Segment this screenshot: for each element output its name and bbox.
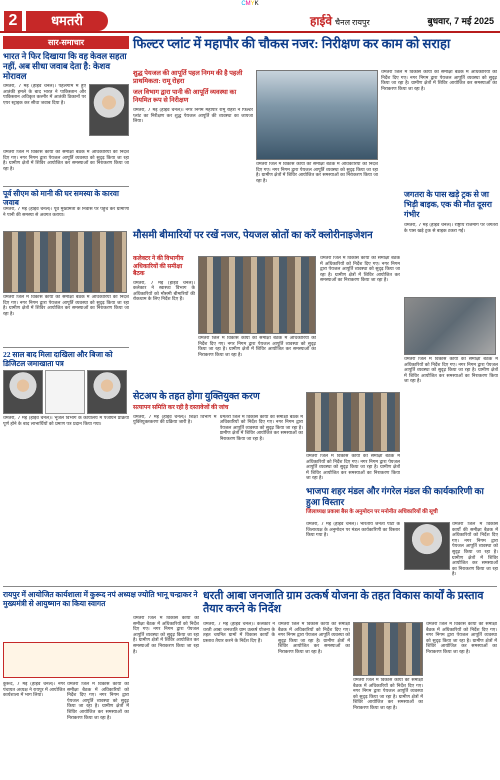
story1-text-cont: धमतरी जिले में विकास कार्यों की समीक्षा बैठक में अधिकारियों को निर्देश दिए गए। नगर निगम द्वारा पेयजल आपूर्ति व्यवस्था को सुदृढ़ किया जा रहा है। ग्रामीण क्षेत्रों में शिविर आयोजित कर समस्याओं का निराकरण किया जा रहा है। <box>3 150 129 172</box>
accident-headline: जगतरा के पास खड़े ट्रक से जा भिड़ी बाइक, एक की मौत दूसरा गंभीर <box>404 190 492 219</box>
story3-text: धमतरी, 7 मई (हाईवे चैनल)। भूजल विभाग के कार्यालय में पंजीयन प्रक्रिया पूर्ण होने के बाद लाभार्थियों को प्रमाण पत्र प्रदान किया गया। <box>3 416 129 427</box>
story3-headline: 22 साल बाद मिला दाखिला और बिजा को डिजिटल जमाखाता पत्र <box>3 350 113 368</box>
advertisement <box>3 642 129 678</box>
top-story-subhead-1: शुद्ध पेयजल की आपूर्ति पहल निगम की है पहली प्राथमिकता: रामू रोहरा <box>133 70 243 85</box>
setup-photo <box>306 392 400 452</box>
bjp-text-col2: धमतरी जिले में विकास कार्यों की समीक्षा बैठक में अधिकारियों को निर्देश दिए गए। नगर निगम द्वारा पेयजल आपूर्ति व्यवस्था को सुदृढ़ किया जा रहा है। ग्रामीण क्षेत्रों में शिविर आयोजित कर समस्याओं का निराकरण किया जा रहा है। <box>452 522 498 578</box>
accident-text: धमतरी, 7 मई (हाईवे चैनल)। राष्ट्रीय राजमार्ग पर जगतरा के पास खड़े ट्रक से बाइक टकरा गई। <box>404 223 498 234</box>
dharti-aba-text-col3: धमतरी जिले में विकास कार्यों की समीक्षा बैठक में अधिकारियों को निर्देश दिए गए। नगर निगम द्वारा पेयजल आपूर्ति व्यवस्था को सुदृढ़ किया जा रहा है। ग्रामीण क्षेत्रों में शिविर आयोजित कर समस्याओं का निराकरण किया जा रहा है। <box>353 678 423 711</box>
bjp-portrait <box>404 522 450 570</box>
top-story-text: धमतरी, 7 मई (हाईवे चैनल)। नगर निगम महापौर रामू रोहरा ने फिल्टर प्लांट का निरीक्षण कर शुद्ध पेयजल आपूर्ति की व्यवस्था का जायजा लिया। <box>133 108 253 125</box>
top-story-text-cont: धमतरी जिले में विकास कार्यों की समीक्षा बैठक में अधिकारियों को निर्देश दिए गए। नगर निगम द्वारा पेयजल आपूर्ति व्यवस्था को सुदृढ़ किया जा रहा है। ग्रामीण क्षेत्रों में शिविर आयोजित कर समस्याओं का निराकरण किया जा रहा है। <box>256 162 378 184</box>
story1-headline: भारत ने फिर दिखाया कि वह केवल सहता नहीं, अब सीधा जवाब देता है: केशव मोरावल <box>3 51 127 81</box>
bjp-headline: भाजपा शहर मंडल और गंगरेल मंडल की कार्यकारिणी का हुआ विस्तार <box>306 486 484 507</box>
section-tag: सार-समाचार <box>3 36 129 49</box>
setup-text-col3: धमतरी जिले में विकास कार्यों की समीक्षा बैठक में अधिकारियों को निर्देश दिए गए। नगर निगम द्वारा पेयजल आपूर्ति व्यवस्था को सुदृढ़ किया जा रहा है। ग्रामीण क्षेत्रों में शिविर आयोजित कर समस्याओं का निराकरण किया जा रहा है। <box>306 454 400 482</box>
story2-headline: पूर्व सीएम को मानी की घर समस्या के कारवा जवाब <box>3 189 119 207</box>
setup-headline: सेटअप के तहत होगा युक्तियुक्त करण <box>133 392 260 402</box>
top-story-text-col3: धमतरी जिले में विकास कार्यों की समीक्षा बैठक में अधिकारियों को निर्देश दिए गए। नगर निगम द्वारा पेयजल आपूर्ति व्यवस्था को सुदृढ़ किया जा रहा है। ग्रामीण क्षेत्रों में शिविर आयोजित कर समस्याओं का निराकरण किया जा रहा है। <box>381 70 497 92</box>
masthead <box>0 9 500 33</box>
story3-photo-2 <box>45 370 85 414</box>
setup-subhead: सत्यापन समिति कर रही है दस्तावेजों की जांच <box>133 405 229 411</box>
kurud-text-col3: धमतरी जिले में विकास कार्यों की समीक्षा बैठक में अधिकारियों को निर्देश दिए गए। नगर निगम द्वारा पेयजल आपूर्ति व्यवस्था को सुदृढ़ किया जा रहा है। ग्रामीण क्षेत्रों में शिविर आयोजित कर समस्याओं का निराकरण किया जा रहा है। <box>133 616 199 655</box>
kurud-text: कुरूद, 7 मई (हाईवे चैनल)। नगर पंचायत अध्यक्ष ने रायपुर में आयोजित कार्यशाला में भाग लिया। <box>3 682 65 699</box>
page-number: 2 <box>4 11 22 31</box>
top-story <box>133 36 497 51</box>
dharti-aba-headline: धरती आबा जनजाति ग्राम उत्कर्ष योजना के तहत विकास कार्यों के प्रस्ताव तैयार करने के निर्देश <box>203 590 484 615</box>
section-title: धमतरी <box>26 11 108 31</box>
story2-text-cont: धमतरी जिले में विकास कार्यों की समीक्षा बैठक में अधिकारियों को निर्देश दिए गए। नगर निगम द्वारा पेयजल आपूर्ति व्यवस्था को सुदृढ़ किया जा रहा है। ग्रामीण क्षेत्रों में शिविर आयोजित कर समस्याओं का निराकरण किया जा रहा है। <box>3 295 129 317</box>
review-text-col3: धमतरी जिले में विकास कार्यों की समीक्षा बैठक में अधिकारियों को निर्देश दिए गए। नगर निगम द्वारा पेयजल आपूर्ति व्यवस्था को सुदृढ़ किया जा रहा है। ग्रामीण क्षेत्रों में शिविर आयोजित कर समस्याओं का निराकरण किया जा रहा है। <box>320 256 400 284</box>
dharti-aba-photo <box>353 622 423 676</box>
left-column <box>3 36 129 576</box>
issue-date: बुधवार, 7 मई 2025 <box>427 16 494 26</box>
review-photo <box>198 256 316 334</box>
story3-photo-3 <box>87 370 127 414</box>
story2-text: धमतरी, 7 मई (हाईवे चैनल)। पूर्व मुख्यमंत्री के निवास पर पहुंच कर ग्रामीणों ने पानी की समस्या से अवगत कराया। <box>3 207 129 218</box>
story3-photo-1 <box>3 370 43 414</box>
top-story-subhead-2: जल विभाग द्वारा पानी की आपूर्ति व्यवस्था का नियमित रूप से निरीक्षण <box>133 89 237 104</box>
review-text-cont: धमतरी जिले में विकास कार्यों की समीक्षा बैठक में अधिकारियों को निर्देश दिए गए। नगर निगम द्वारा पेयजल आपूर्ति व्यवस्था को सुदृढ़ किया जा रहा है। ग्रामीण क्षेत्रों में शिविर आयोजित कर समस्याओं का निराकरण किया जा रहा है। <box>198 336 316 358</box>
review-text: धमतरी, 7 मई (हाईवे चैनल)। कलेक्टर ने स्वास्थ्य विभाग के अधिकारियों को मौसमी बीमारियों की रोकथाम के लिए निर्देश दिए हैं। <box>133 280 195 303</box>
color-registration-bar: CMYK <box>241 1 259 7</box>
story2-photo <box>3 231 127 293</box>
kurud-headline: रायपुर में आयोजित कार्यशाला में कुरूद नपं अध्यक्ष ज्योति भानू चन्द्राकर ने मुख्यमंत्री से आयुष्मान का किया स्वागत <box>3 590 198 608</box>
dharti-aba-text-col2: धमतरी जिले में विकास कार्यों की समीक्षा बैठक में अधिकारियों को निर्देश दिए गए। नगर निगम द्वारा पेयजल आपूर्ति व्यवस्था को सुदृढ़ किया जा रहा है। ग्रामीण क्षेत्रों में शिविर आयोजित कर समस्याओं का निराकरण किया जा रहा है। <box>278 622 350 655</box>
review-subhead: कलेक्टर ने की विभागीय अधिकारियों की समीक्षा बैठक <box>133 256 184 277</box>
accident-text-cont: धमतरी जिले में विकास कार्यों की समीक्षा बैठक में अधिकारियों को निर्देश दिए गए। नगर निगम द्वारा पेयजल आपूर्ति व्यवस्था को सुदृढ़ किया जा रहा है। ग्रामीण क्षेत्रों में शिविर आयोजित कर समस्याओं का निराकरण किया जा रहा है। <box>404 357 498 385</box>
story1-text: धमतरी, 7 मई (हाईवे चैनल)। पहलगाम में हुए आतंकी हमले के बाद भारत ने पाकिस्तान और पाकिस्तान अधिकृत कश्मीर में आतंकी ठिकानों पर एयर स्ट्राइक कर सीधा जवाब दिया है। <box>3 84 86 106</box>
setup-text: धमतरी, 7 मई (हाईवे चैनल)। शिक्षा विभाग में युक्तियुक्तकरण की प्रक्रिया जारी है। <box>133 414 217 426</box>
review-headline: मौसमी बीमारियों पर रखें नजर, पेयजल स्रोतों का करें क्लोरीनाइजेशन <box>133 230 373 241</box>
setup-text-cont: धमतरी जिले में विकास कार्यों की समीक्षा बैठक में अधिकारियों को निर्देश दिए गए। नगर निगम द्वारा पेयजल आपूर्ति व्यवस्था को सुदृढ़ किया जा रहा है। ग्रामीण क्षेत्रों में शिविर आयोजित कर समस्याओं का निराकरण किया जा रहा है। <box>219 414 303 442</box>
story1-portrait <box>89 84 129 136</box>
accident-photo <box>404 297 496 355</box>
top-story-headline: फिल्टर प्लांट में महापौर की चौकस नजर: निरीक्षण कर काम को सराहा <box>133 36 451 51</box>
dharti-aba-text-col4: धमतरी जिले में विकास कार्यों की समीक्षा बैठक में अधिकारियों को निर्देश दिए गए। नगर निगम द्वारा पेयजल आपूर्ति व्यवस्था को सुदृढ़ किया जा रहा है। ग्रामीण क्षेत्रों में शिविर आयोजित कर समस्याओं का निराकरण किया जा रहा है। <box>426 622 497 655</box>
bjp-text: धमतरी, 7 मई (हाईवे चैनल)। भारतीय जनता पार्टी के जिलाध्यक्ष के अनुमोदन पर मंडल कार्यकारिणी का विस्तार किया गया है। <box>306 522 400 539</box>
top-story-photo <box>256 70 378 160</box>
bjp-subhead: जिलाध्यक्ष प्रकाश बैस के अनुमोदन पर मनोनीत अधिकारियों की सूची <box>306 509 438 515</box>
newspaper-logo: हाईवे चैनल रायपुर <box>310 14 370 28</box>
dharti-aba-text: धमतरी, 7 मई (हाईवे चैनल)। कलेक्टर ने धरती आबा जनजाति ग्राम उत्कर्ष योजना के तहत चयनित ग्रामों में विकास कार्यों के प्रस्ताव तैयार करने के निर्देश दिए हैं। <box>203 622 275 644</box>
kurud-text-col2: धमतरी जिले में विकास कार्यों की समीक्षा बैठक में अधिकारियों को निर्देश दिए गए। नगर निगम द्वारा पेयजल आपूर्ति व्यवस्था को सुदृढ़ किया जा रहा है। ग्रामीण क्षेत्रों में शिविर आयोजित कर समस्याओं का निराकरण किया जा रहा है। <box>67 682 129 721</box>
